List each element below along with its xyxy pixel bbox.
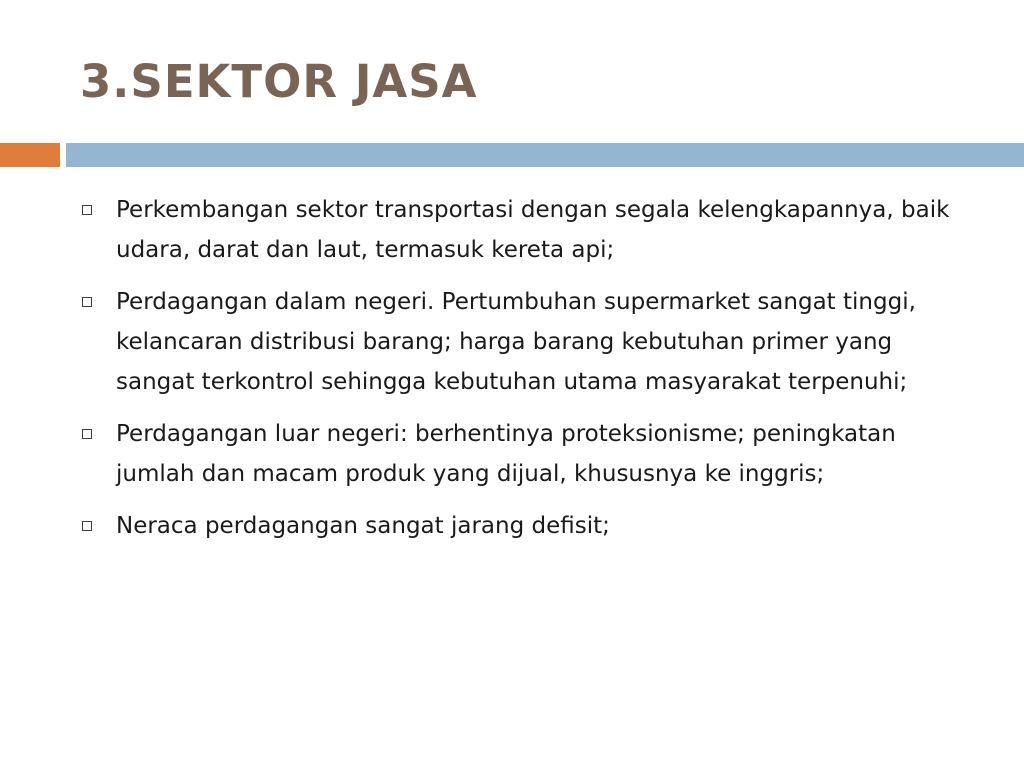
bullet-text: Perdagangan luar negeri: berhentinya proteksionisme; peningkatan jumlah dan macam produk yang dijual, khususnya ke inggris; — [116, 421, 896, 487]
bullet-text: Neraca perdagangan sangat jarang defisit; — [116, 513, 610, 539]
bullet-list — [80, 190, 970, 558]
bullet-item — [80, 190, 970, 270]
accent-bar-blue — [66, 143, 1024, 167]
square-bullet-icon — [82, 297, 92, 307]
accent-bar-orange — [0, 143, 60, 167]
square-bullet-icon — [82, 521, 92, 531]
bullet-item — [80, 506, 970, 546]
bullet-item — [80, 414, 970, 494]
bullet-text: Perdagangan dalam negeri. Pertumbuhan supermarket sangat tinggi, kelancaran distribusi barang; harga barang kebutuhan primer yang sangat terkontrol sehingga kebutuhan utama masyarakat terpenuhi; — [116, 289, 916, 395]
square-bullet-icon — [82, 429, 92, 439]
bullet-text: Perkembangan sektor transportasi dengan segala kelengkapannya, baik udara, darat dan laut, termasuk kereta api; — [116, 197, 950, 263]
slide-title: 3.SEKTOR JASA — [80, 55, 478, 108]
bullet-item — [80, 282, 970, 402]
square-bullet-icon — [82, 205, 92, 215]
